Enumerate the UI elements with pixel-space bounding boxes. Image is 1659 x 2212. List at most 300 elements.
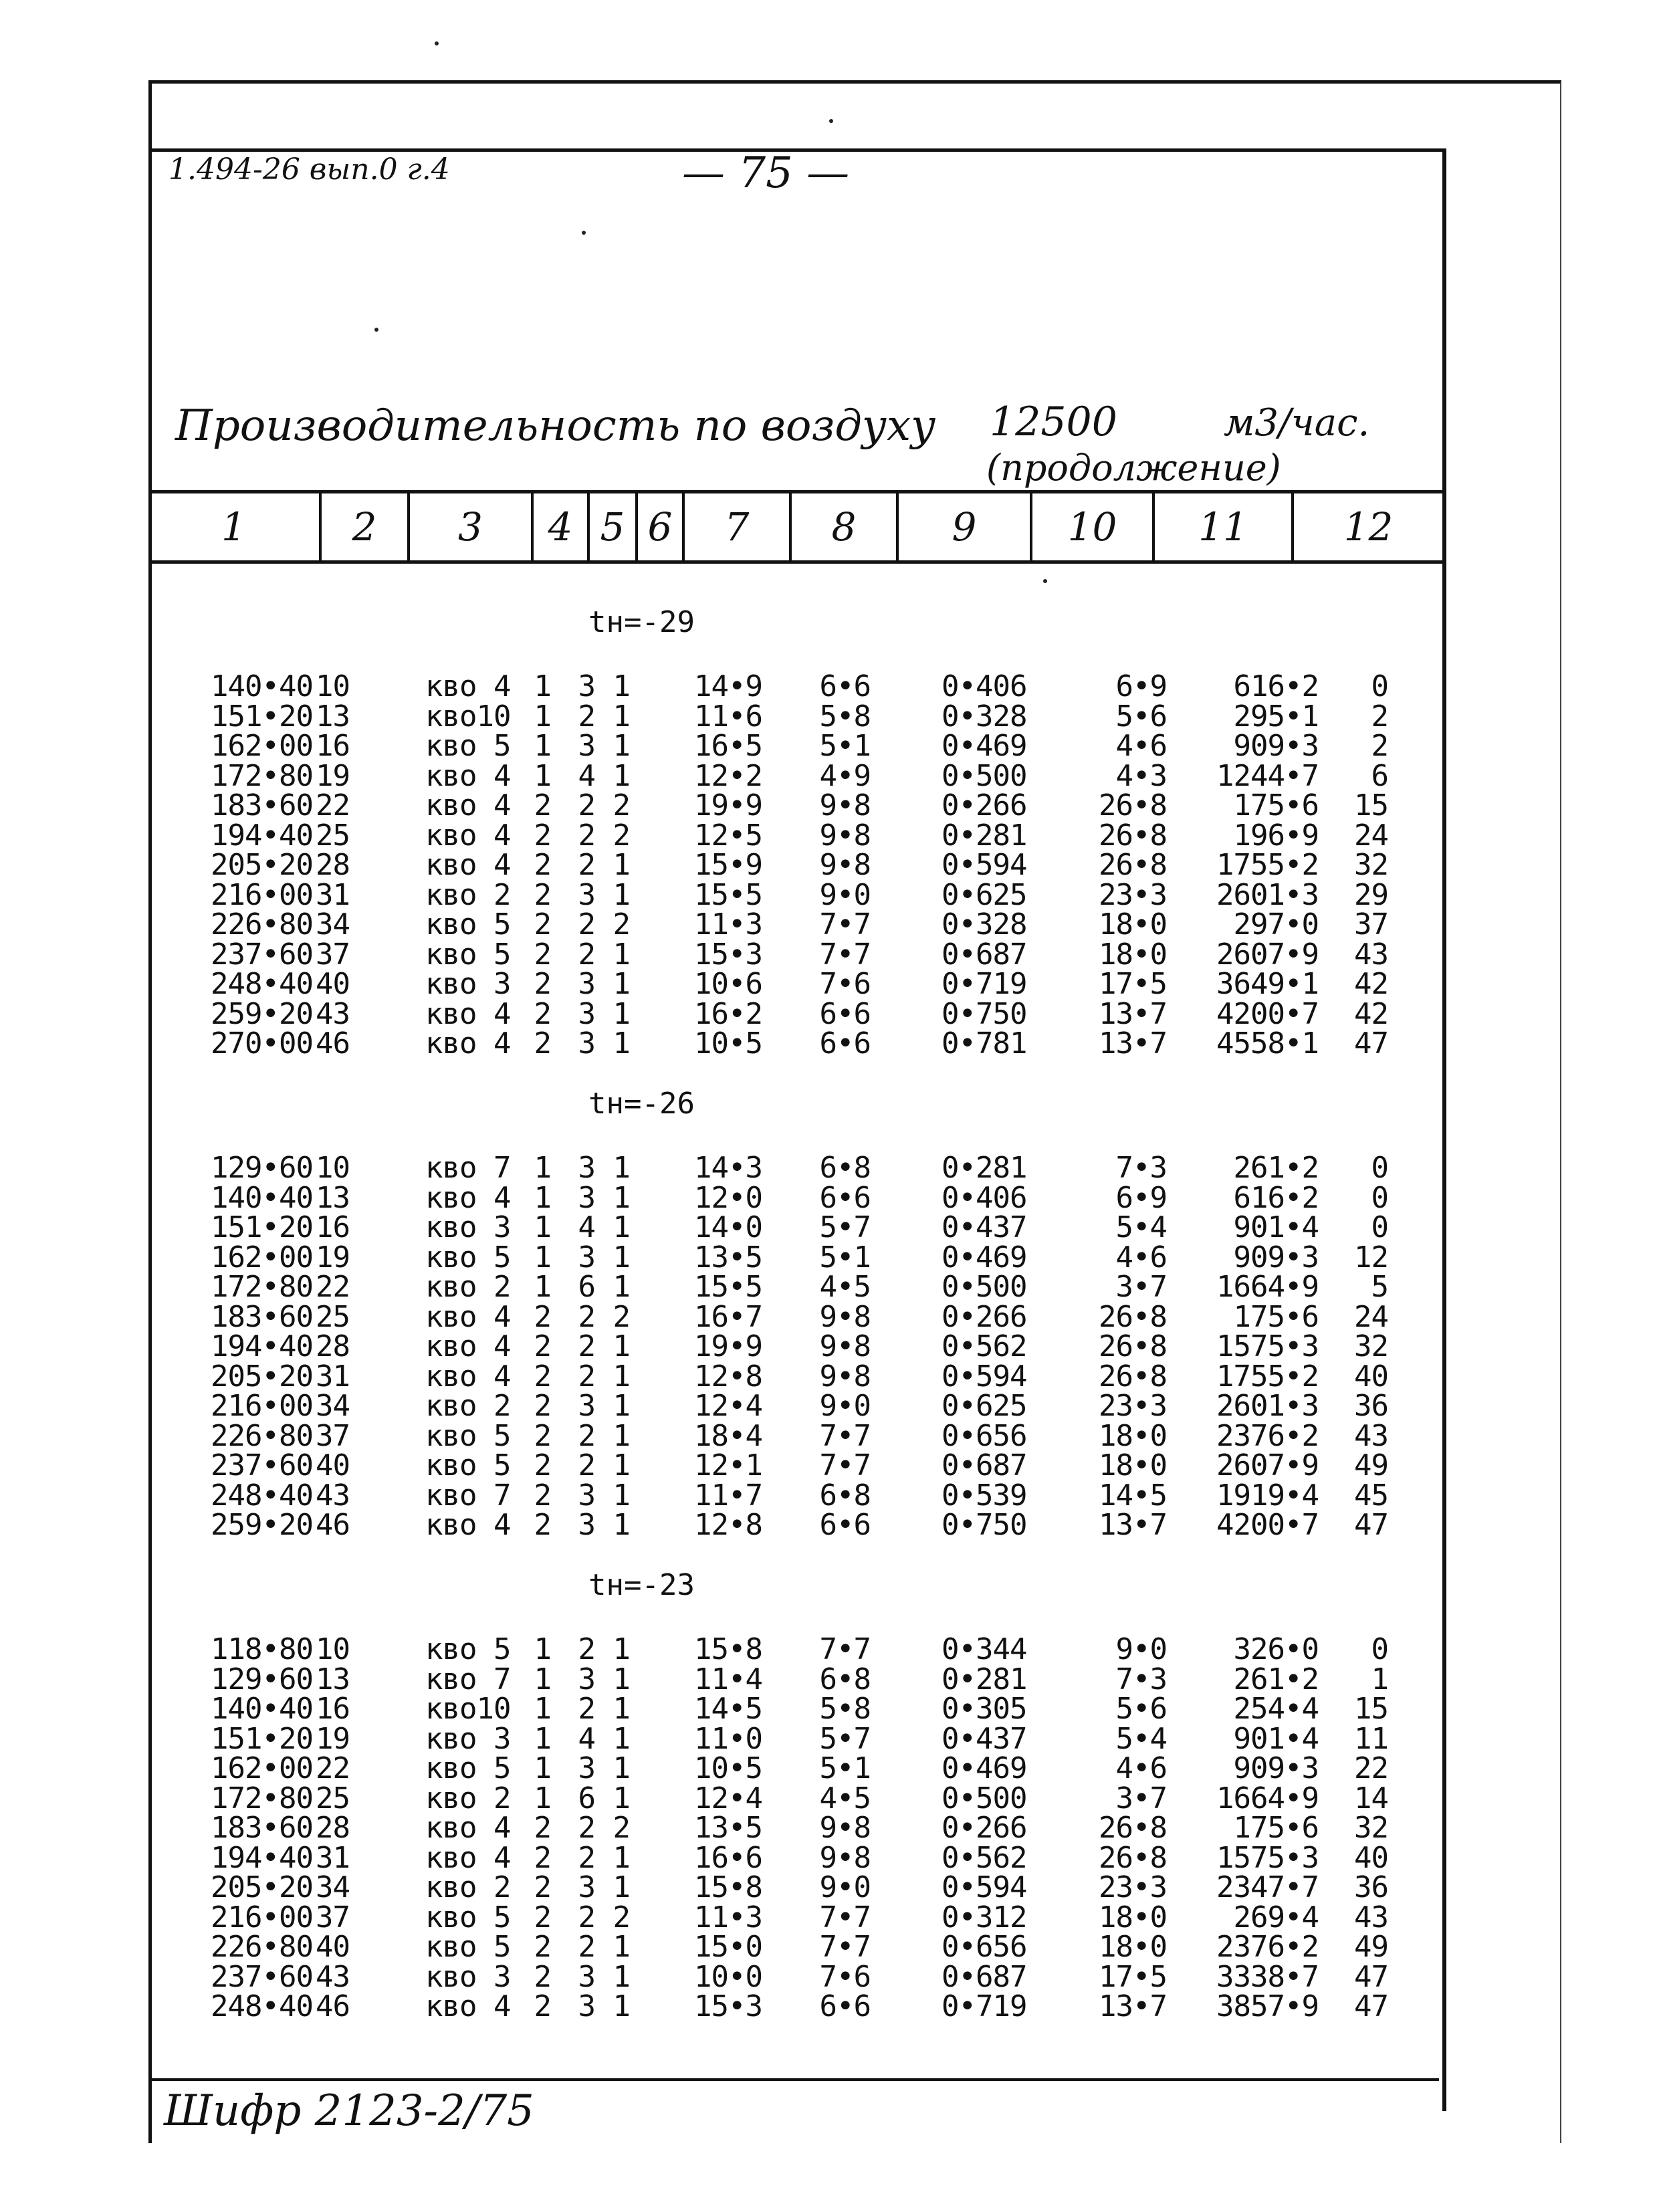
table-cell: 47 xyxy=(1354,1959,1388,1994)
table-cell: 259•20 xyxy=(211,996,313,1031)
table-cell: 10 xyxy=(316,1151,350,1185)
table-cell: 205•20 xyxy=(211,1870,313,1904)
table-cell: 616•2 xyxy=(1233,1180,1319,1215)
table-cell: 3338•7 xyxy=(1216,1959,1319,1994)
table-cell: 1 xyxy=(613,996,630,1031)
table-cell: 1 xyxy=(613,1692,630,1726)
table-cell: 5•1 xyxy=(819,1240,871,1275)
table-cell: 15 xyxy=(1354,1692,1388,1726)
table-row xyxy=(0,1662,1659,1696)
table-cell: 140•40 xyxy=(211,1180,313,1215)
table-row xyxy=(0,1270,1659,1304)
table-row xyxy=(0,907,1659,942)
table-cell: 28 xyxy=(316,1329,350,1363)
table-cell: 1 xyxy=(1371,1662,1388,1696)
table-cell: 248•40 xyxy=(211,1989,313,2023)
table-cell: 9•8 xyxy=(819,818,871,853)
table-cell: 2 xyxy=(534,818,551,853)
table-cell: 4•3 xyxy=(1115,758,1167,793)
table-cell: 175•6 xyxy=(1233,1299,1319,1334)
table-cell: 175•6 xyxy=(1233,788,1319,822)
bottom-rule xyxy=(148,2078,1439,2081)
table-cell: 2 xyxy=(578,1359,595,1394)
table-cell: 326•0 xyxy=(1233,1632,1319,1666)
table-cell: 901•4 xyxy=(1233,1210,1319,1244)
table-cell: кво 5 xyxy=(425,1240,511,1275)
table-cell: кво 4 xyxy=(425,669,511,703)
table-cell: 5•7 xyxy=(819,1210,871,1244)
table-cell: 151•20 xyxy=(211,699,313,734)
table-cell: 0•437 xyxy=(942,1721,1027,1756)
table-row xyxy=(0,1959,1659,1994)
table-cell: кво10 xyxy=(425,1692,511,1726)
table-cell: 3649•1 xyxy=(1216,967,1319,1001)
table-cell: 2 xyxy=(578,699,595,734)
table-cell: 6•6 xyxy=(819,996,871,1031)
table-cell: 2 xyxy=(578,1900,595,1934)
table-cell: 4•6 xyxy=(1115,1751,1167,1785)
table-cell: 0•719 xyxy=(942,1989,1027,2023)
table-cell: 2376•2 xyxy=(1216,1418,1319,1453)
column-header: 1 xyxy=(221,504,246,550)
table-cell: 1 xyxy=(613,1151,630,1185)
table-cell: 3 xyxy=(578,1751,595,1785)
table-cell: 43 xyxy=(1354,1418,1388,1453)
table-cell: 18•0 xyxy=(1099,1930,1167,1964)
table-cell: 0•406 xyxy=(942,669,1027,703)
table-cell: 45 xyxy=(1354,1478,1388,1513)
table-cell: 118•80 xyxy=(211,1632,313,1666)
table-cell: 0•281 xyxy=(942,818,1027,853)
table-cell: 2 xyxy=(578,1840,595,1875)
table-cell: 6•6 xyxy=(819,1989,871,2023)
table-cell: 2 xyxy=(534,1329,551,1363)
table-cell: 1 xyxy=(613,1478,630,1513)
table-cell: 196•9 xyxy=(1233,818,1319,853)
table-cell: 2 xyxy=(534,1811,551,1845)
table-cell: 26•8 xyxy=(1099,788,1167,822)
table-cell: 205•20 xyxy=(211,848,313,882)
table-cell: 259•20 xyxy=(211,1508,313,1542)
table-cell: 7•7 xyxy=(819,1930,871,1964)
table-cell: 16•7 xyxy=(694,1299,762,1334)
table-cell: 15•3 xyxy=(694,1989,762,2023)
table-cell: 2 xyxy=(534,1900,551,1934)
table-cell: 1755•2 xyxy=(1216,848,1319,882)
table-cell: 17•5 xyxy=(1099,1959,1167,1994)
table-cell: 140•40 xyxy=(211,1692,313,1726)
table-cell: 254•4 xyxy=(1233,1692,1319,1726)
table-cell: 2 xyxy=(613,818,630,853)
table-cell: 5•8 xyxy=(819,699,871,734)
table-cell: 0•750 xyxy=(942,1508,1027,1542)
table-cell: 14•0 xyxy=(694,1210,762,1244)
table-cell: 1 xyxy=(613,848,630,882)
table-cell: 162•00 xyxy=(211,729,313,763)
table-cell: 3 xyxy=(578,1180,595,1215)
table-cell: кво 5 xyxy=(425,1418,511,1453)
column-header: 5 xyxy=(587,493,635,560)
table-cell: кво 5 xyxy=(425,1751,511,1785)
table-cell: 49 xyxy=(1354,1448,1388,1482)
table-cell: 40 xyxy=(1354,1840,1388,1875)
table-cell: кво 2 xyxy=(425,1389,511,1423)
table-cell: кво 4 xyxy=(425,788,511,822)
table-row xyxy=(0,1989,1659,2023)
table-cell: 183•60 xyxy=(211,788,313,822)
table-cell: 205•20 xyxy=(211,1359,313,1394)
table-cell: 1 xyxy=(613,1240,630,1275)
table-row xyxy=(0,1359,1659,1394)
table-cell: 16 xyxy=(316,729,350,763)
table-cell: 1 xyxy=(613,729,630,763)
table-cell: 32 xyxy=(1354,1811,1388,1845)
table-cell: 3 xyxy=(578,1989,595,2023)
table-cell: 0•281 xyxy=(942,1662,1027,1696)
table-cell: 7•7 xyxy=(819,1418,871,1453)
table-cell: 909•3 xyxy=(1233,1240,1319,1275)
table-row xyxy=(0,758,1659,793)
table-cell: 0•687 xyxy=(942,1959,1027,1994)
table-cell: 1 xyxy=(534,1781,551,1815)
table-cell: 1 xyxy=(534,758,551,793)
table-cell: 0•305 xyxy=(942,1692,1027,1726)
table-cell: 5•6 xyxy=(1115,1692,1167,1726)
group-title: tн=-26 xyxy=(588,1087,695,1121)
table-cell: 16 xyxy=(316,1692,350,1726)
table-cell: 2 xyxy=(578,1811,595,1845)
table-cell: 1 xyxy=(613,877,630,912)
table-cell: 1575•3 xyxy=(1216,1329,1319,1363)
table-cell: 226•80 xyxy=(211,907,313,942)
table-row xyxy=(0,1478,1659,1513)
table-cell: 0•562 xyxy=(942,1329,1027,1363)
table-cell: 0•594 xyxy=(942,1870,1027,1904)
table-cell: 10 xyxy=(316,1632,350,1666)
table-cell: 9•0 xyxy=(819,1389,871,1423)
table-cell: 2 xyxy=(534,996,551,1031)
table-cell: 12•0 xyxy=(694,1180,762,1215)
table-cell: 2 xyxy=(578,1329,595,1363)
table-cell: 47 xyxy=(1354,1026,1388,1061)
table-cell: 3 xyxy=(578,967,595,1001)
table-cell: 2 xyxy=(578,848,595,882)
table-cell: 270•00 xyxy=(211,1026,313,1061)
table-cell: 175•6 xyxy=(1233,1811,1319,1845)
table-cell: 1 xyxy=(613,1389,630,1423)
table-cell: 1 xyxy=(534,1751,551,1785)
table-cell: 42 xyxy=(1354,967,1388,1001)
table-cell: 40 xyxy=(316,1448,350,1482)
table-cell: 11•0 xyxy=(694,1721,762,1756)
table-cell: 46 xyxy=(316,1026,350,1061)
table-cell: 7•7 xyxy=(819,1900,871,1934)
table-cell: 3 xyxy=(578,996,595,1031)
table-cell: 24 xyxy=(1354,818,1388,853)
table-cell: 13•7 xyxy=(1099,996,1167,1031)
table-cell: 26•8 xyxy=(1099,1359,1167,1394)
table-cell: кво 4 xyxy=(425,758,511,793)
table-cell: 3 xyxy=(578,1026,595,1061)
table-cell: 0•344 xyxy=(942,1632,1027,1666)
table-cell: 7•6 xyxy=(819,967,871,1001)
table-cell: 1 xyxy=(613,1781,630,1815)
table-cell: 5•7 xyxy=(819,1721,871,1756)
table-cell: 1755•2 xyxy=(1216,1359,1319,1394)
table-cell: 2 xyxy=(534,1959,551,1994)
table-cell: 7•6 xyxy=(819,1959,871,1994)
table-cell: 1 xyxy=(613,937,630,972)
table-cell: 2 xyxy=(613,1299,630,1334)
table-cell: 216•00 xyxy=(211,1900,313,1934)
table-cell: 7•7 xyxy=(819,937,871,972)
table-cell: 11•4 xyxy=(694,1662,762,1696)
column-header: 10 xyxy=(1030,493,1152,560)
table-cell: 15•0 xyxy=(694,1930,762,1964)
table-row xyxy=(0,848,1659,882)
table-cell: 15•3 xyxy=(694,937,762,972)
table-cell: кво 4 xyxy=(425,996,511,1031)
table-cell: 172•80 xyxy=(211,758,313,793)
table-cell: 6 xyxy=(578,1270,595,1304)
table-cell: 47 xyxy=(1354,1989,1388,2023)
table-cell: 19 xyxy=(316,1721,350,1756)
column-header: 6 xyxy=(635,493,682,560)
table-cell: 40 xyxy=(316,967,350,1001)
table-cell: 2601•3 xyxy=(1216,1389,1319,1423)
table-row xyxy=(0,1508,1659,1542)
table-cell: 2 xyxy=(613,1811,630,1845)
table-cell: 216•00 xyxy=(211,877,313,912)
table-cell: 1 xyxy=(613,1418,630,1453)
table-row xyxy=(0,1932,1659,1962)
table-cell: 2 xyxy=(613,1900,630,1934)
table-cell: 15•5 xyxy=(694,877,762,912)
table-cell: 7•3 xyxy=(1115,1662,1167,1696)
table-cell: 0•625 xyxy=(942,1389,1027,1423)
table-cell: кво 2 xyxy=(425,877,511,912)
scan-speck xyxy=(582,231,586,235)
table-cell: 37 xyxy=(316,937,350,972)
table-cell: 0•266 xyxy=(942,1299,1027,1334)
table-cell: кво 3 xyxy=(425,1721,511,1756)
table-cell: 16 xyxy=(316,1210,350,1244)
table-cell: 3 xyxy=(578,729,595,763)
table-cell: 26•8 xyxy=(1099,1299,1167,1334)
table-cell: 7•7 xyxy=(819,1448,871,1482)
table-cell: 13 xyxy=(316,699,350,734)
table-row xyxy=(0,1751,1659,1785)
table-cell: 2 xyxy=(613,788,630,822)
table-cell: 9•8 xyxy=(819,1811,871,1845)
table-cell: 0 xyxy=(1371,1180,1388,1215)
table-cell: 3•7 xyxy=(1115,1781,1167,1815)
table-row xyxy=(0,1448,1659,1482)
table-cell: 6•8 xyxy=(819,1662,871,1696)
table-cell: 16•2 xyxy=(694,996,762,1031)
table-cell: 2 xyxy=(534,1989,551,2023)
table-cell: 12•4 xyxy=(694,1389,762,1423)
table-cell: 1 xyxy=(613,1270,630,1304)
table-cell: 18•0 xyxy=(1099,1900,1167,1934)
table-cell: 0 xyxy=(1371,1210,1388,1244)
table-cell: 4 xyxy=(578,1210,595,1244)
table-cell: 10•5 xyxy=(694,1026,762,1061)
table-cell: 43 xyxy=(316,1959,350,1994)
table-cell: 0•750 xyxy=(942,996,1027,1031)
table-cell: кво 4 xyxy=(425,1989,511,2023)
table-cell: 3 xyxy=(578,1959,595,1994)
table-cell: 129•60 xyxy=(211,1662,313,1696)
table-cell: 46 xyxy=(316,1989,350,2023)
table-cell: 0•469 xyxy=(942,1751,1027,1785)
table-cell: 237•60 xyxy=(211,937,313,972)
table-cell: кво 2 xyxy=(425,1870,511,1904)
table-cell: 15•5 xyxy=(694,1270,762,1304)
table-cell: 1 xyxy=(534,669,551,703)
table-cell: 5•6 xyxy=(1115,699,1167,734)
column-header: 2 xyxy=(319,493,407,560)
table-row xyxy=(0,729,1659,763)
table-cell: 4558•1 xyxy=(1216,1026,1319,1061)
table-cell: 2 xyxy=(534,1418,551,1453)
table-row xyxy=(0,1210,1659,1244)
table-cell: кво 4 xyxy=(425,1508,511,1542)
flow-value: 12500 xyxy=(990,399,1117,445)
table-cell: 0•719 xyxy=(942,967,1027,1001)
table-cell: 2 xyxy=(534,967,551,1001)
table-cell: 12•8 xyxy=(694,1508,762,1542)
table-cell: 5 xyxy=(1371,1270,1388,1304)
table-cell: 26•8 xyxy=(1099,1840,1167,1875)
table-cell: 2601•3 xyxy=(1216,877,1319,912)
table-cell: кво 4 xyxy=(425,1299,511,1334)
table-row xyxy=(0,1180,1659,1215)
table-cell: кво 7 xyxy=(425,1662,511,1696)
table-row xyxy=(0,1418,1659,1453)
table-cell: кво 5 xyxy=(425,1900,511,1934)
column-header: 3 xyxy=(407,493,531,560)
table-cell: 28 xyxy=(316,1811,350,1845)
table-cell: кво 5 xyxy=(425,1930,511,1964)
table-cell: 37 xyxy=(316,1418,350,1453)
table-cell: 0•406 xyxy=(942,1180,1027,1215)
table-cell: 13•7 xyxy=(1099,1508,1167,1542)
table-cell: 24 xyxy=(1354,1299,1388,1334)
table-row xyxy=(0,669,1659,703)
table-cell: 43 xyxy=(1354,937,1388,972)
table-cell: кво 2 xyxy=(425,1781,511,1815)
table-cell: 13•7 xyxy=(1099,1989,1167,2023)
table-cell: 13 xyxy=(316,1180,350,1215)
table-cell: 0•266 xyxy=(942,1811,1027,1845)
table-cell: 14•5 xyxy=(694,1692,762,1726)
table-cell: 34 xyxy=(316,1870,350,1904)
table-cell: 5•4 xyxy=(1115,1721,1167,1756)
continuation-note: (продолжение) xyxy=(986,447,1281,489)
table-cell: 237•60 xyxy=(211,1448,313,1482)
column-header: 4 xyxy=(531,493,587,560)
table-cell: 22 xyxy=(1354,1751,1388,1785)
table-row xyxy=(0,788,1659,822)
table-cell: 0•656 xyxy=(942,1418,1027,1453)
table-cell: 31 xyxy=(316,877,350,912)
table-row xyxy=(0,1781,1659,1815)
table-cell: 1 xyxy=(534,1632,551,1666)
table-cell: 3•7 xyxy=(1115,1270,1167,1304)
table-cell: 29 xyxy=(1354,877,1388,912)
table-cell: 6•6 xyxy=(819,1508,871,1542)
table-cell: кво 5 xyxy=(425,937,511,972)
table-cell: 34 xyxy=(316,1389,350,1423)
table-cell: 5•1 xyxy=(819,729,871,763)
table-cell: 15•8 xyxy=(694,1870,762,1904)
table-cell: 1919•4 xyxy=(1216,1478,1319,1513)
table-cell: 31 xyxy=(316,1840,350,1875)
table-cell: 1 xyxy=(613,1930,630,1964)
table-row xyxy=(0,996,1659,1031)
column-header: 7 xyxy=(682,493,789,560)
table-cell: кво10 xyxy=(425,699,511,734)
table-cell: 25 xyxy=(316,1781,350,1815)
table-cell: 4•5 xyxy=(819,1270,871,1304)
table-cell: 1 xyxy=(613,1989,630,2023)
table-cell: 0•687 xyxy=(942,1448,1027,1482)
table-cell: 13•5 xyxy=(694,1811,762,1845)
table-cell: 6•8 xyxy=(819,1151,871,1185)
table-cell: 0•781 xyxy=(942,1026,1027,1061)
table-cell: 3 xyxy=(578,1870,595,1904)
table-cell: 3 xyxy=(578,1478,595,1513)
table-cell: 4 xyxy=(578,758,595,793)
table-cell: 1 xyxy=(613,1359,630,1394)
table-cell: 3 xyxy=(578,669,595,703)
scan-speck xyxy=(829,119,833,123)
table-row xyxy=(0,1299,1659,1334)
table-cell: 261•2 xyxy=(1233,1151,1319,1185)
table-cell: 13•7 xyxy=(1099,1026,1167,1061)
table-cell: 6•9 xyxy=(1115,669,1167,703)
document-code: 1.494-26 вып.0 г.4 xyxy=(169,152,450,187)
table-cell: 6 xyxy=(1371,758,1388,793)
page-number: — 75 — xyxy=(682,148,850,198)
table-cell: 9•0 xyxy=(819,1870,871,1904)
table-cell: кво 4 xyxy=(425,1026,511,1061)
table-cell: 0•328 xyxy=(942,907,1027,942)
table-cell: 0•625 xyxy=(942,877,1027,912)
table-cell: 0•281 xyxy=(942,1151,1027,1185)
table-cell: 0•500 xyxy=(942,1781,1027,1815)
table-cell: 43 xyxy=(316,996,350,1031)
table-cell: 2 xyxy=(578,937,595,972)
table-row xyxy=(0,1389,1659,1423)
table-cell: 172•80 xyxy=(211,1270,313,1304)
table-cell: 2 xyxy=(534,1870,551,1904)
table-cell: 10•0 xyxy=(694,1959,762,1994)
table-row xyxy=(0,1240,1659,1275)
table-cell: кво 5 xyxy=(425,907,511,942)
table-cell: 2 xyxy=(534,937,551,972)
table-row xyxy=(0,1840,1659,1875)
table-cell: 19•9 xyxy=(694,1329,762,1363)
table-cell: 5•4 xyxy=(1115,1210,1167,1244)
table-cell: 1 xyxy=(613,1448,630,1482)
table-cell: 269•4 xyxy=(1233,1900,1319,1934)
table-row xyxy=(0,1900,1659,1934)
table-cell: 0•500 xyxy=(942,1270,1027,1304)
table-cell: 18•0 xyxy=(1099,1448,1167,1482)
table-cell: 1244•7 xyxy=(1216,758,1319,793)
